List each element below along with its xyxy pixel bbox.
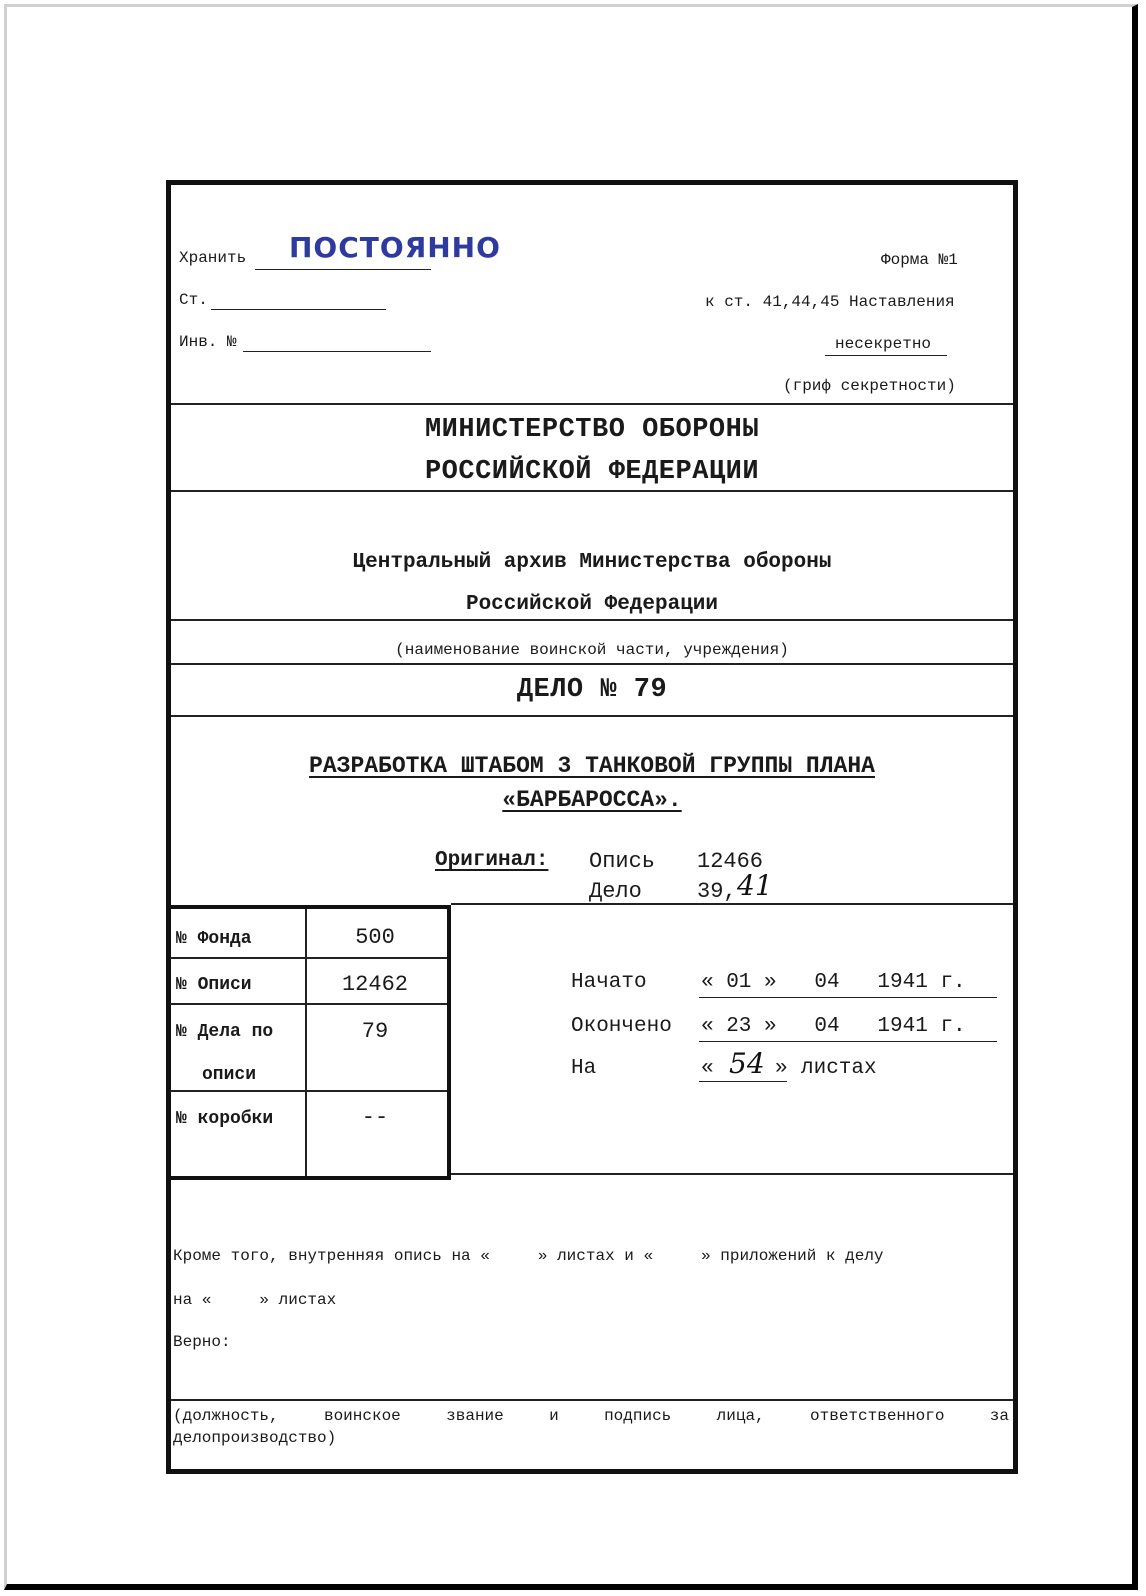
started-label: Начато — [571, 971, 647, 994]
sheets-word: листах — [801, 1057, 877, 1080]
opisi-label: № Описи — [176, 975, 252, 995]
box-label: № коробки — [176, 1109, 274, 1129]
table-row-divider — [170, 1090, 447, 1092]
opis-label: Опись — [589, 849, 656, 874]
dela-value: 79 — [361, 1019, 389, 1044]
divider — [451, 1173, 1013, 1175]
divider — [171, 715, 1013, 717]
footer-line2: на « » листах — [173, 1291, 337, 1309]
inv-label: Инв. № — [179, 333, 237, 351]
ministry-line1: МИНИСТЕРСТВО ОБОРОНЫ — [424, 415, 760, 445]
form-label: Форма №1 — [881, 251, 958, 269]
sheets-close-quote: » — [775, 1057, 788, 1080]
sheets-label: На — [571, 1057, 597, 1080]
cover-frame — [166, 180, 1018, 1474]
responsible-line1: (должность, воинское звание и подпись лица, ответственного за — [173, 1407, 1009, 1425]
fond-value: 500 — [355, 925, 395, 950]
articles-text: к ст. 41,44,45 Наставления — [705, 293, 955, 311]
dela-label-1: № Дела по — [176, 1022, 274, 1042]
secrecy-value: несекретно — [835, 335, 932, 353]
sheets-open-quote: « — [701, 1057, 714, 1080]
keep-stamp: ПОСТОЯННО — [289, 231, 501, 264]
started-underline — [699, 997, 997, 998]
sheets-underline — [699, 1081, 787, 1082]
opisi-value: 12462 — [341, 972, 408, 997]
started-value: « 01 » 04 1941 г. — [701, 971, 966, 994]
ended-underline — [699, 1041, 997, 1042]
responsible-line2: делопроизводство) — [173, 1429, 337, 1447]
archive-line1: Центральный архив Министерства обороны — [352, 551, 832, 574]
table-row-divider — [170, 957, 447, 959]
opis-value: 12466 — [697, 849, 764, 874]
divider — [451, 903, 1013, 905]
fond-label: № Фонда — [176, 929, 252, 949]
st-underline — [211, 309, 386, 310]
delo-label: Дело — [589, 879, 642, 904]
ended-label: Окончено — [571, 1015, 672, 1038]
case-title: ДЕЛО № 79 — [516, 675, 668, 705]
archive-line2: Российской Федерации — [465, 593, 719, 616]
ministry-line2: РОССИЙСКОЙ ФЕДЕРАЦИИ — [424, 457, 760, 487]
divider — [171, 1399, 1013, 1401]
subject-line2: «БАРБАРОССА». — [502, 787, 682, 813]
st-label: Ст. — [179, 291, 208, 309]
divider — [171, 490, 1013, 492]
ended-value: « 23 » 04 1941 г. — [701, 1015, 966, 1038]
table-row-divider — [170, 1003, 447, 1005]
divider — [171, 663, 1013, 665]
footer-line1: Кроме того, внутренняя опись на « » листах и « » приложений к делу — [173, 1247, 884, 1265]
secrecy-underline — [825, 355, 947, 356]
subject-line1: РАЗРАБОТКА ШТАБОМ 3 ТАНКОВОЙ ГРУППЫ ПЛАНА — [309, 753, 875, 779]
secrecy-caption: (гриф секретности) — [783, 377, 956, 395]
dela-label-2: описи — [202, 1065, 257, 1085]
delo-value: 39, — [697, 879, 737, 904]
delo-handwritten: 41 — [737, 869, 773, 902]
box-value: -- — [361, 1105, 389, 1130]
divider — [171, 403, 1013, 405]
keep-label: Хранить — [179, 249, 247, 267]
inv-underline — [243, 351, 431, 352]
original-label: Оригинал: — [435, 849, 549, 872]
archive-caption: (наименование воинской части, учреждения) — [395, 641, 789, 659]
verno-label: Верно: — [173, 1333, 231, 1351]
case-info-table — [166, 905, 451, 1180]
sheets-handwritten: 54 — [729, 1047, 765, 1080]
keep-underline — [255, 269, 431, 270]
divider — [171, 619, 1013, 621]
